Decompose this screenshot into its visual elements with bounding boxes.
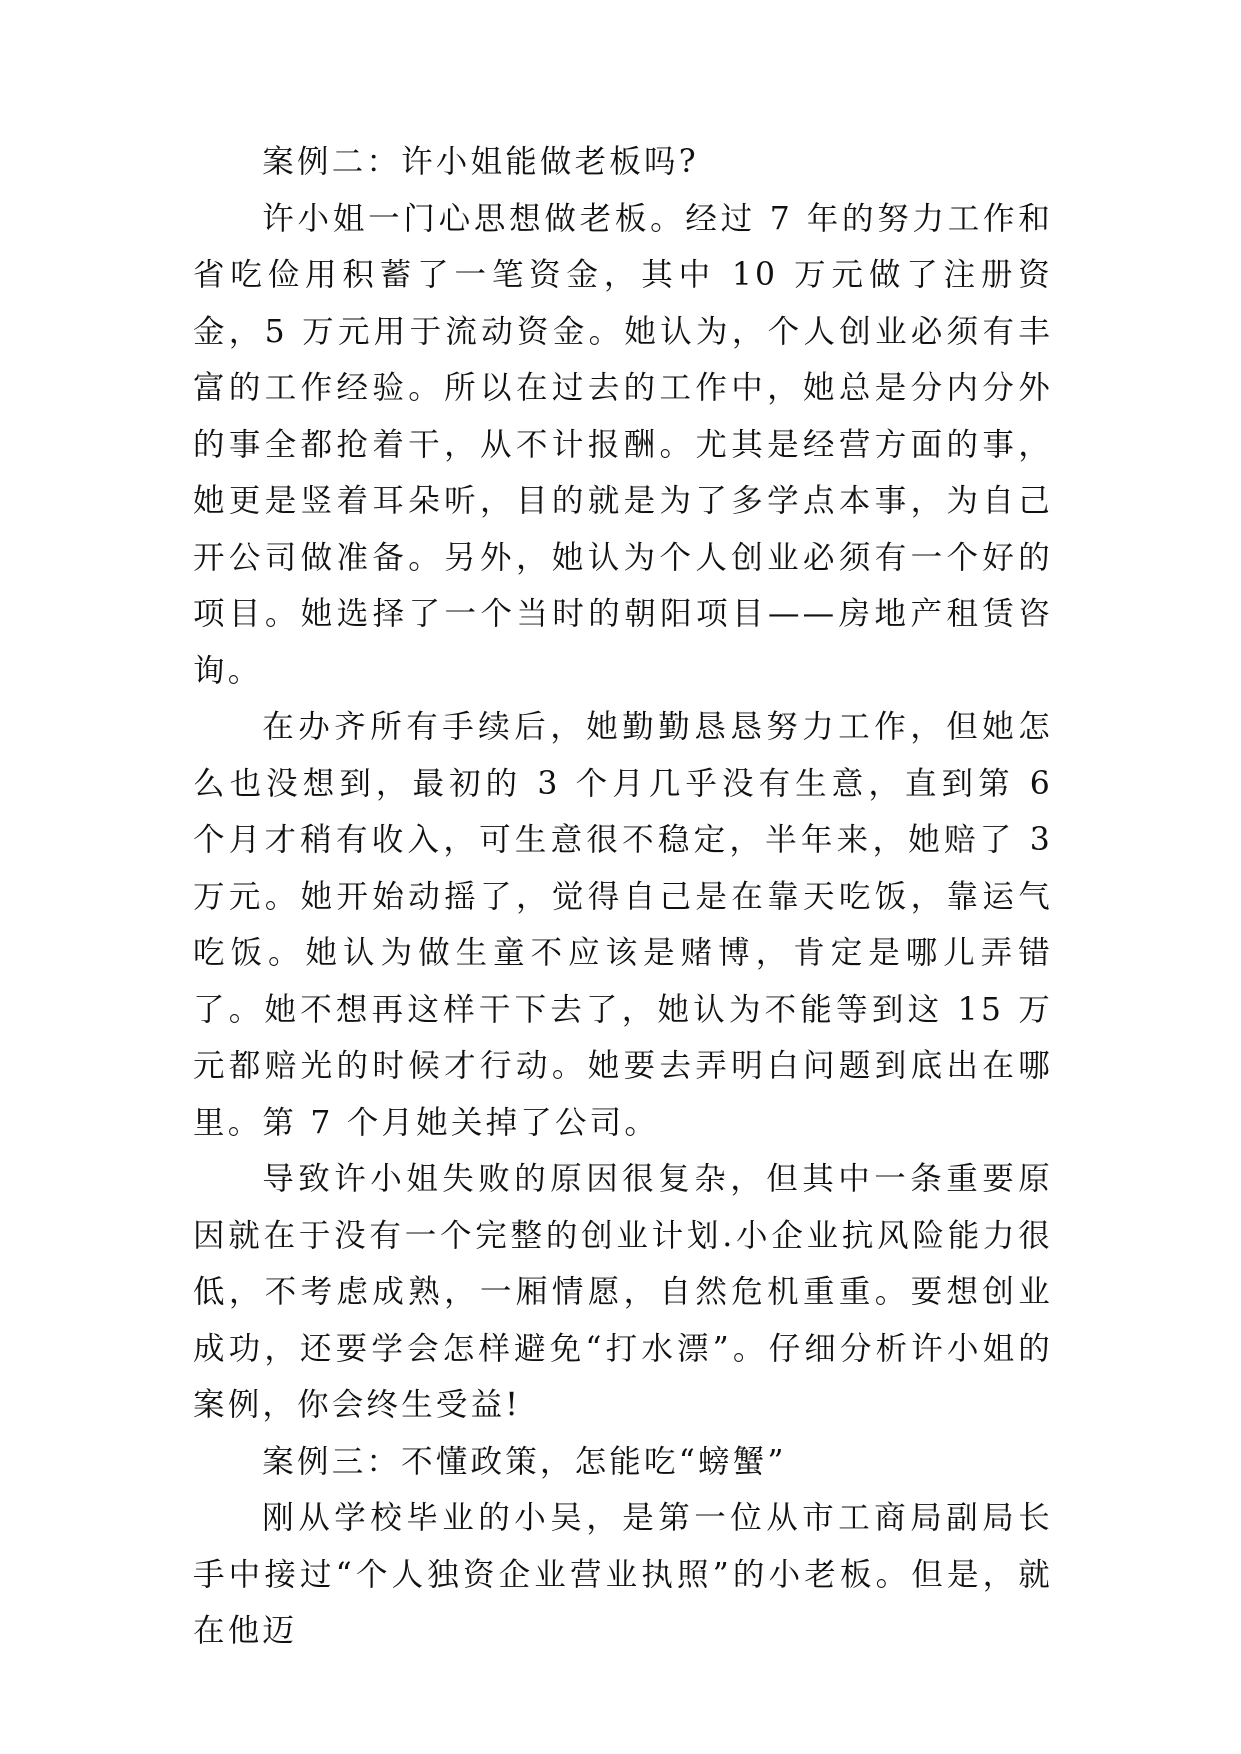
body-paragraph: 在办齐所有手续后，她勤勤恳恳努力工作，但她怎么也没想到，最初的 3 个月几乎没有生意，直到第 6 个月才稍有收入，可生意很不稳定，半年来，她赔了 3 万元。她开始动摇了，觉得自己是在靠天吃饭，靠运气吃饭。她认为做生童不应该是赌博，肯定是哪儿弄错了。她不想再这样干下去了，她认为不能等到这 15 万元都赔光的时候才行动。她要去弄明白问题到底出在哪里。第 7 个月她关掉了公司。 bbox=[193, 709, 1053, 1141]
body-paragraph: 刚从学校毕业的小吴，是第一位从市工商局副局长手中接过“个人独资企业营业执照”的小老板。但是，就在他迈 bbox=[193, 1500, 1053, 1649]
document-body bbox=[193, 134, 1053, 1660]
case-two-heading: 案例二：许小姐能做老板吗? bbox=[262, 144, 699, 180]
body-paragraph: 许小姐一门心思想做老板。经过 7 年的努力工作和省吃俭用积蓄了一笔资金，其中 10 万元做了注册资金，5 万元用于流动资金。她认为，个人创业必须有丰富的工作经验。所以在过去的工作中，她总是分内分外的事全都抢着干，从不计报酬。尤其是经营方面的事，她更是竖着耳朵听，目的就是为了多学点本事，为自己开公司做准备。另外，她认为个人创业必须有一个好的项目。她选择了一个当时的朝阳项目——房地产租赁咨询。 bbox=[193, 200, 1053, 689]
body-paragraph: 导致许小姐失败的原因很复杂，但其中一条重要原因就在于没有一个完整的创业计划.小企业抗风险能力很低，不考虑成熟，一厢情愿，自然危机重重。要想创业成功，还要学会怎样避免“打水漂”。仔细分析许小姐的案例，你会终生受益! bbox=[193, 1161, 1053, 1423]
case-three-heading: 案例三：不懂政策，怎能吃“螃蟹” bbox=[262, 1443, 787, 1480]
